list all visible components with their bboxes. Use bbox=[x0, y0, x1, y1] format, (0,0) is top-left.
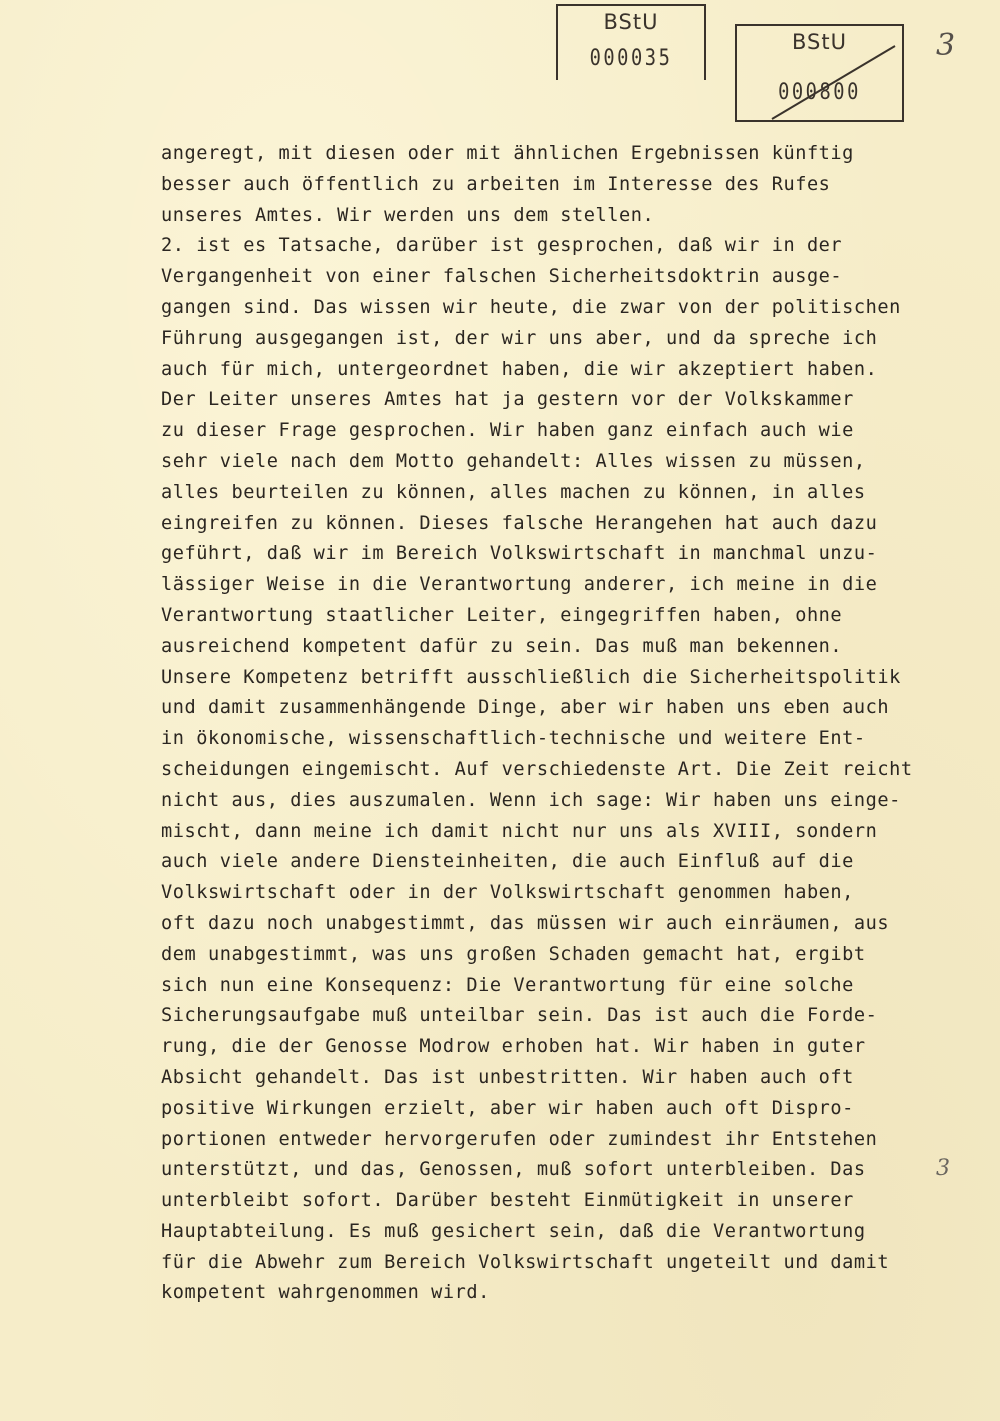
text-line: gangen sind. Das wissen wir heute, die zwar von der politischen bbox=[161, 296, 901, 318]
text-line: portionen entweder hervorgerufen oder zumindest ihr Entstehen bbox=[161, 1128, 878, 1150]
text-line: Verantwortung staatlicher Leiter, eingegriffen haben, ohne bbox=[161, 604, 843, 626]
text-line: auch für mich, untergeordnet haben, die wir akzeptiert haben. bbox=[161, 358, 878, 380]
text-line: Hauptabteilung. Es muß gesichert sein, daß die Verantwortung bbox=[161, 1220, 866, 1242]
text-line: auch viele andere Diensteinheiten, die auch Einfluß auf die bbox=[161, 851, 854, 873]
handwritten-page-number: 3 bbox=[936, 28, 956, 63]
strike-through-mark bbox=[767, 44, 897, 124]
text-line: Volkswirtschaft oder in der Volkswirtschaft genommen haben, bbox=[161, 882, 854, 904]
text-line: Der Leiter unseres Amtes hat ja gestern vor der Volkskammer bbox=[161, 389, 854, 411]
text-line: angeregt, mit diesen oder mit ähnlichen Ergebnissen künftig bbox=[161, 143, 854, 164]
archive-stamp-crossed bbox=[735, 24, 904, 122]
stamp-label: BStU bbox=[792, 30, 847, 54]
text-line: Vergangenheit von einer falschen Sicherheitsdoktrin ausge- bbox=[161, 266, 843, 288]
text-line: sich nun eine Konsequenz: Die Verantwortung für eine solche bbox=[161, 974, 854, 996]
text-line: besser auch öffentlich zu arbeiten im Interesse des Rufes bbox=[161, 173, 831, 195]
text-line: Sicherungsaufgabe muß unteilbar sein. Das ist auch die Forde- bbox=[161, 1005, 878, 1027]
text-line: rung, die der Genosse Modrow erhoben hat. Wir haben in guter bbox=[161, 1036, 866, 1058]
text-line: unterstützt, und das, Genossen, muß sofort unterbleiben. Das bbox=[161, 1159, 866, 1181]
margin-annotation: 3 bbox=[936, 1156, 950, 1181]
text-line: Absicht gehandelt. Das ist unbestritten. Wir haben auch oft bbox=[161, 1066, 854, 1088]
text-line: nicht aus, dies auszumalen. Wenn ich sage: Wir haben uns einge- bbox=[161, 789, 901, 811]
archive-stamp-current bbox=[556, 4, 706, 80]
text-line: ausreichend kompetent dafür zu sein. Das muß man bekennen. bbox=[161, 635, 843, 657]
text-line: zu dieser Frage gesprochen. Wir haben ganz einfach auch wie bbox=[161, 420, 854, 442]
text-line: sehr viele nach dem Motto gehandelt: Alles wissen zu müssen, bbox=[161, 450, 866, 472]
text-line: dem unabgestimmt, was uns großen Schaden gemacht hat, ergibt bbox=[161, 943, 866, 965]
text-line: 2. ist es Tatsache, darüber ist gesprochen, daß wir in der bbox=[161, 235, 843, 257]
stamp-page-number: 000800 bbox=[778, 80, 861, 105]
text-line: oft dazu noch unabgestimmt, das müssen wir auch einräumen, aus bbox=[161, 912, 890, 934]
text-line: alles beurteilen zu können, alles machen zu können, in alles bbox=[161, 481, 866, 503]
text-line: unterbleibt sofort. Darüber besteht Einmütigkeit in unserer bbox=[161, 1190, 854, 1212]
text-line: und damit zusammenhängende Dinge, aber wir haben uns eben auch bbox=[161, 697, 890, 719]
text-line: scheidungen eingemischt. Auf verschiedenste Art. Die Zeit reicht bbox=[161, 758, 913, 780]
text-line: mischt, dann meine ich damit nicht nur uns als XVIII, sondern bbox=[161, 820, 878, 842]
text-line: positive Wirkungen erzielt, aber wir haben auch oft Dispro- bbox=[161, 1097, 854, 1119]
typewritten-body bbox=[161, 139, 961, 1309]
text-line: kompetent wahrgenommen wird. bbox=[161, 1282, 490, 1304]
text-line: lässiger Weise in die Verantwortung anderer, ich meine in die bbox=[161, 574, 878, 596]
text-line: für die Abwehr zum Bereich Volkswirtschaft ungeteilt und damit bbox=[161, 1251, 890, 1273]
text-line: geführt, daß wir im Bereich Volkswirtschaft in manchmal unzu- bbox=[161, 543, 878, 565]
text-line: unseres Amtes. Wir werden uns dem stellen. bbox=[161, 204, 655, 226]
stamp-page-number: 000035 bbox=[589, 46, 673, 71]
text-line: in ökonomische, wissenschaftlich-technische und weitere Ent- bbox=[161, 728, 866, 750]
text-line: eingreifen zu können. Dieses falsche Herangehen hat auch dazu bbox=[161, 512, 878, 534]
text-line: Unsere Kompetenz betrifft ausschließlich die Sicherheitspolitik bbox=[161, 666, 901, 688]
stamp-label: BStU bbox=[603, 10, 659, 34]
text-line: Führung ausgegangen ist, der wir uns aber, und da spreche ich bbox=[161, 327, 878, 349]
